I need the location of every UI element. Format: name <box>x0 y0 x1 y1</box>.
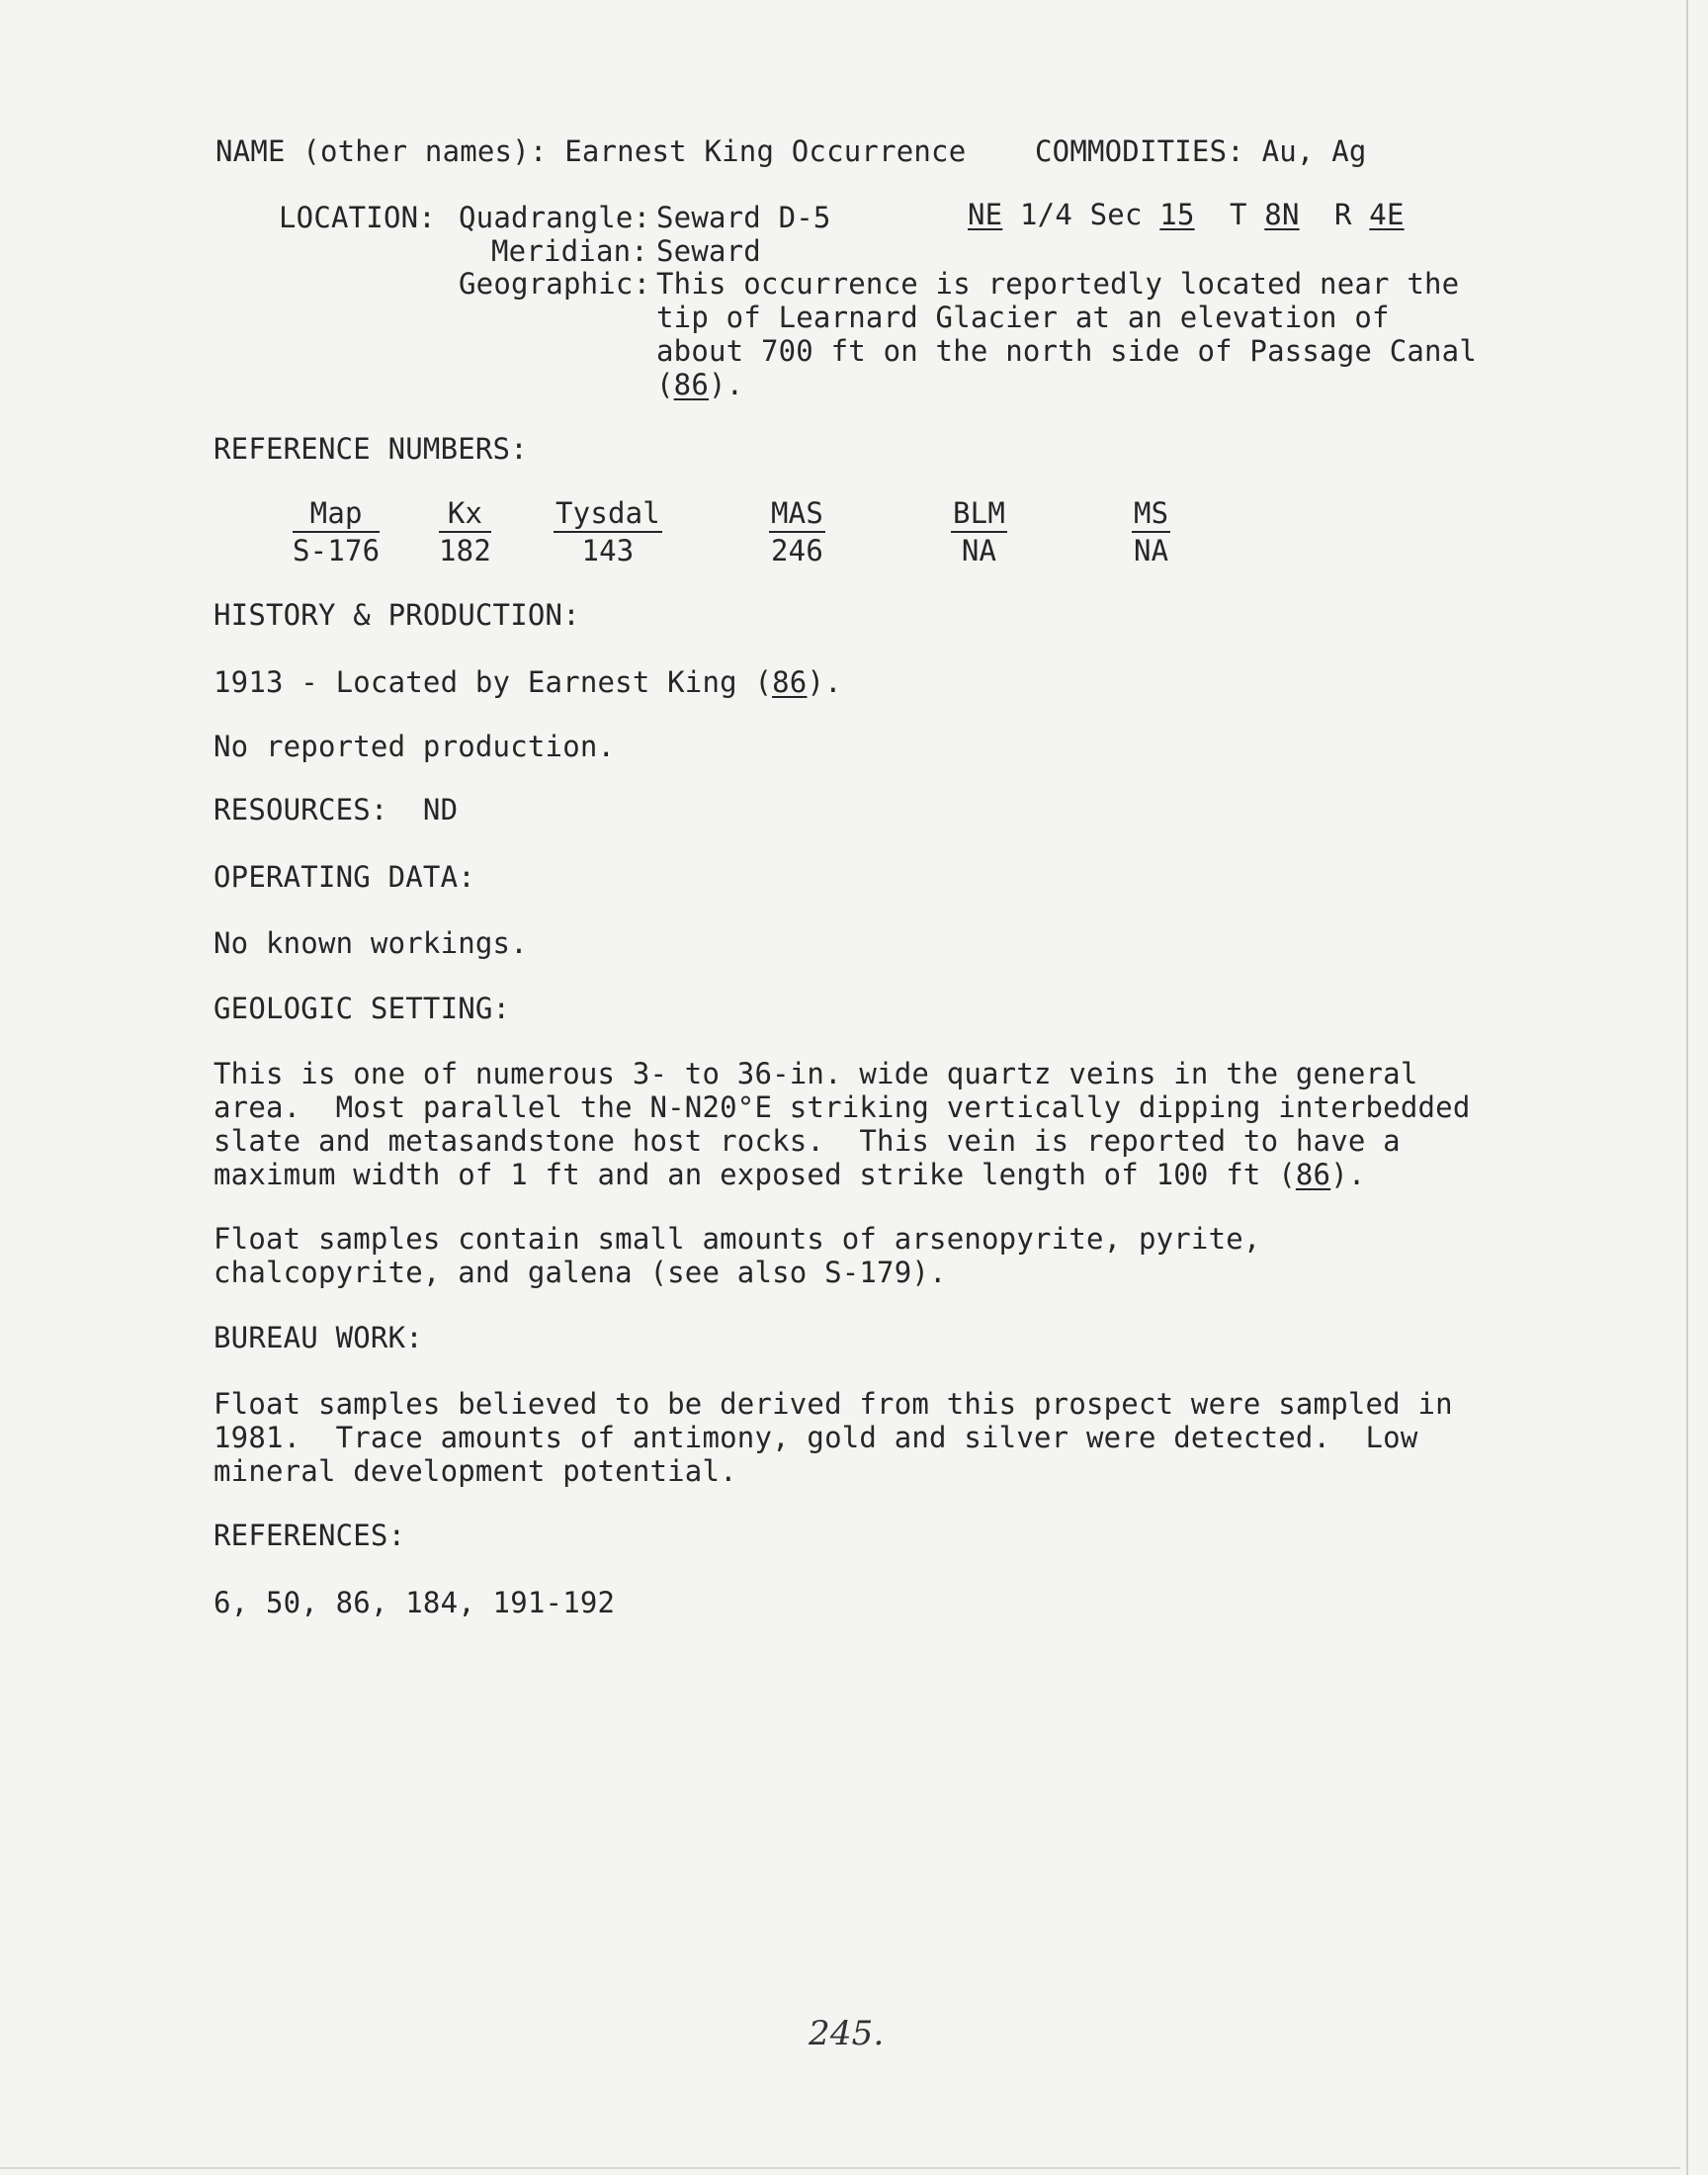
geographic-line: tip of Learnard Glacier at an elevation of <box>656 301 1390 334</box>
range-value: 4E <box>1369 198 1405 231</box>
geographic-line: This occurrence is reportedly located near the <box>656 267 1460 301</box>
resources-line: RESOURCES: ND <box>214 793 459 826</box>
location-label: LOCATION: <box>279 201 436 234</box>
references-list: 6, 50, 86, 184, 191-192 <box>214 1586 616 1619</box>
ref-label: BLM <box>951 496 1007 533</box>
ref-value: 246 <box>771 534 823 567</box>
quadrangle-label: Quadrangle: <box>459 201 651 234</box>
geographic-ref-line: (86). <box>656 368 744 401</box>
bureau-heading: BUREAU WORK: <box>214 1321 423 1354</box>
bureau-paragraph <box>214 1387 1453 1488</box>
operating-text: No known workings. <box>214 926 528 960</box>
geologic-paragraph-2 <box>214 1222 1429 1289</box>
paragraph-line: Float samples believed to be derived from this prospect were sampled in <box>214 1387 1453 1421</box>
ref-label: MS <box>1132 496 1170 533</box>
production-text: No reported production. <box>214 730 616 763</box>
paragraph-line: area. Most parallel the N-N20°E striking vertically dipping interbedded <box>214 1090 1471 1124</box>
reference-citation: 86 <box>673 368 709 401</box>
ref-label: Tysdal <box>554 496 662 533</box>
commodities-line <box>1035 134 1367 168</box>
ref-value: NA <box>1134 534 1169 567</box>
meridian-label: Meridian: <box>491 234 648 268</box>
ref-value: 143 <box>581 534 635 567</box>
ref-kx <box>439 496 491 567</box>
ref-blm <box>951 496 1007 567</box>
quarter-suffix: 1/4 Sec <box>1020 198 1143 231</box>
paragraph-line: Float samples contain small amounts of arsenopyrite, pyrite, <box>214 1222 1261 1256</box>
ref-mas <box>769 496 825 567</box>
township-label: T <box>1229 198 1247 231</box>
name-value: Earnest King Occurrence <box>564 134 967 168</box>
quarter-value: NE <box>968 198 1003 231</box>
ref-tysdal <box>554 496 662 567</box>
geographic-label: Geographic: <box>459 267 651 301</box>
reference-numbers-heading: REFERENCE NUMBERS: <box>214 432 528 466</box>
section-value: 15 <box>1159 198 1195 231</box>
ref-label: MAS <box>769 496 825 533</box>
plss-line <box>968 198 1405 231</box>
meridian-value: Seward <box>656 234 761 268</box>
paragraph-line: mineral development potential. <box>214 1454 737 1488</box>
geologic-paragraph-1 <box>214 1057 1471 1191</box>
range-label: R <box>1333 198 1352 231</box>
paragraph-line: This is one of numerous 3- to 36-in. wide quartz veins in the general <box>214 1057 1418 1090</box>
ref-label: Kx <box>439 496 491 533</box>
references-heading: REFERENCES: <box>214 1519 406 1552</box>
geographic-line: about 700 ft on the north side of Passage Canal <box>656 334 1477 368</box>
ref-value: NA <box>961 534 997 567</box>
history-heading: HISTORY & PRODUCTION: <box>214 598 580 632</box>
township-value: 8N <box>1264 198 1300 231</box>
reference-citation: 86 <box>772 665 808 699</box>
paragraph-line: chalcopyrite, and galena (see also S-179). <box>214 1256 947 1289</box>
ref-map <box>293 496 380 567</box>
paragraph-line: 1981. Trace amounts of antimony, gold and silver were detected. Low <box>214 1421 1418 1454</box>
operating-heading: OPERATING DATA: <box>214 860 475 894</box>
paragraph-line: slate and metasandstone host rocks. This vein is reported to have a <box>214 1124 1401 1158</box>
geologic-heading: GEOLOGIC SETTING: <box>214 992 511 1025</box>
ref-label: Map <box>293 496 380 533</box>
paragraph-line: maximum width of 1 ft and an exposed strike length of 100 ft (86). <box>214 1158 1366 1191</box>
ref-ms <box>1132 496 1170 567</box>
ref-value: S-176 <box>293 534 381 567</box>
quadrangle-value: Seward D-5 <box>656 201 831 234</box>
name-line <box>215 134 966 168</box>
ref-value: 182 <box>439 534 491 567</box>
history-entry: 1913 - Located by Earnest King (86). <box>214 665 842 699</box>
name-label: NAME (other names): <box>215 134 548 168</box>
page-edge-bottom <box>0 2167 1680 2169</box>
commodities-label: COMMODITIES: <box>1035 134 1244 168</box>
commodities-value: Au, Ag <box>1261 134 1367 168</box>
geographic-text <box>656 267 1477 401</box>
reference-citation: 86 <box>1295 1158 1331 1191</box>
page-edge-right <box>1686 0 1688 2175</box>
page-number: 245. <box>809 2014 885 2053</box>
